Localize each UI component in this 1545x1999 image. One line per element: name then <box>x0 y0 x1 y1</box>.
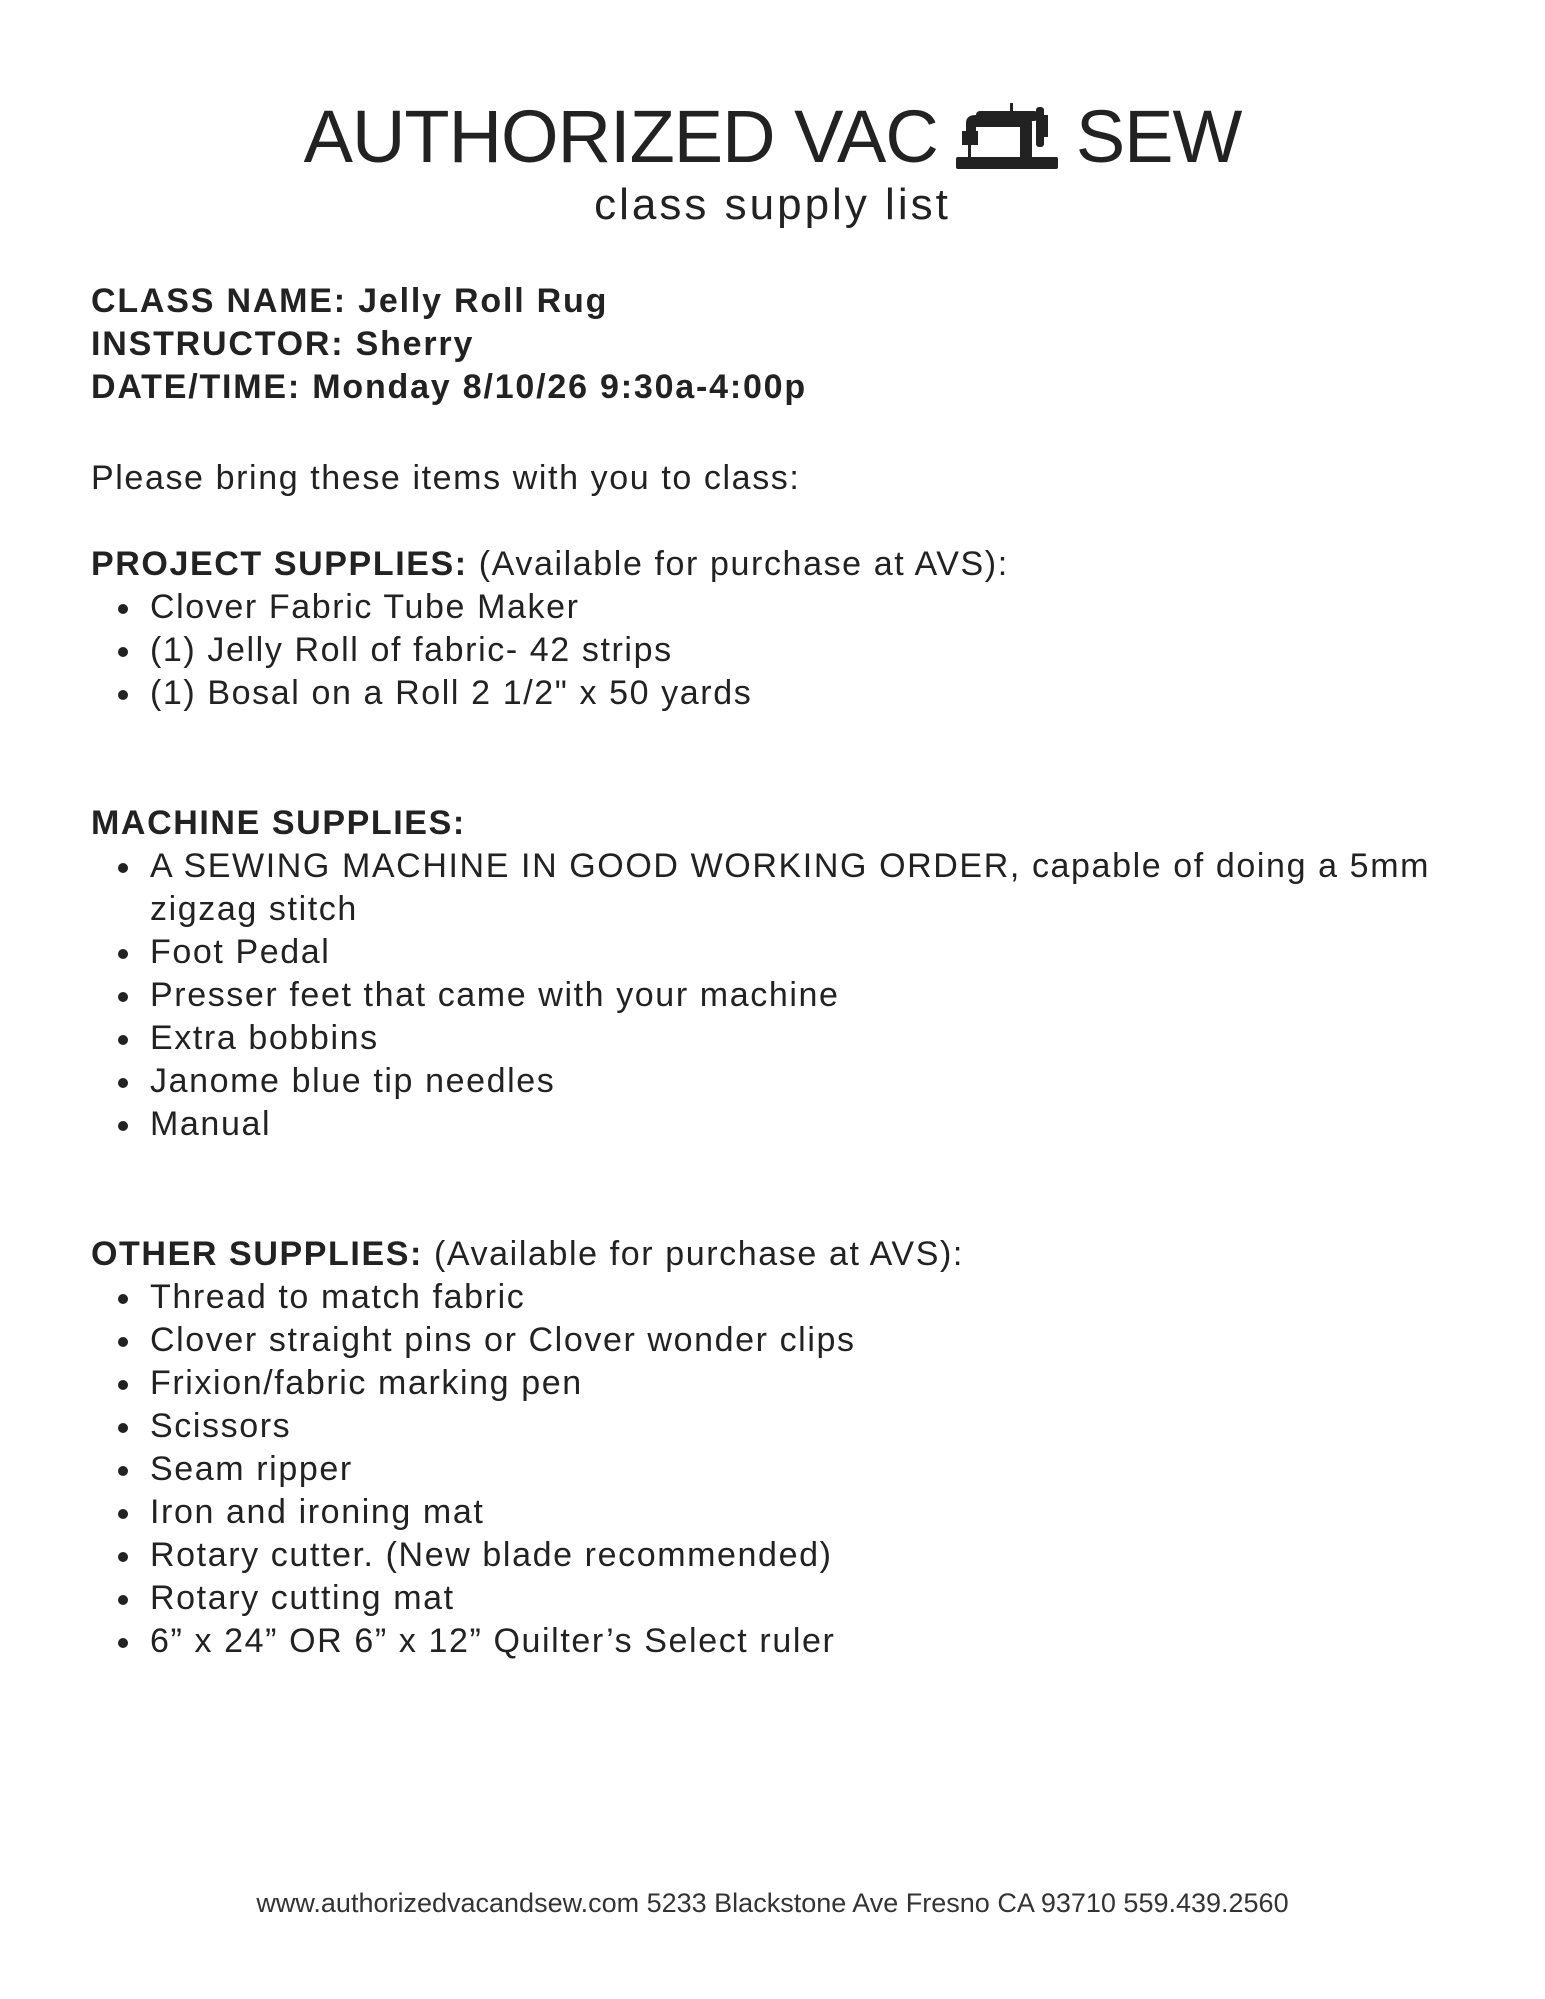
brand-logo <box>303 95 1242 178</box>
list-item: A SEWING MACHINE IN GOOD WORKING ORDER, capable of doing a 5mm zigzag stitch <box>91 845 1471 931</box>
document-header <box>0 95 1545 230</box>
list-item: Iron and ironing mat <box>91 1491 1471 1534</box>
machine-supplies-list <box>91 845 1471 1146</box>
brand-name-left: AUTHORIZED VAC <box>303 95 938 178</box>
list-item: Clover straight pins or Clover wonder clips <box>91 1319 1471 1362</box>
list-item: Manual <box>91 1103 1471 1146</box>
project-supplies-heading <box>91 543 1471 586</box>
machine-supplies-heading <box>91 802 1471 845</box>
date-time: DATE/TIME: Monday 8/10/26 9:30a-4:00p <box>91 368 807 406</box>
document-body <box>91 280 1471 1663</box>
list-item: Extra bobbins <box>91 1017 1471 1060</box>
list-item: Janome blue tip needles <box>91 1060 1471 1103</box>
footer-contact: www.authorizedvacandsew.com 5233 Blackstone Ave Fresno CA 93710 559.439.2560 <box>256 1888 1289 1918</box>
intro-text: Please bring these items with you to class: <box>91 459 801 497</box>
list-item: Presser feet that came with your machine <box>91 974 1471 1017</box>
project-supplies-list <box>91 586 1471 715</box>
machine-supplies-label: MACHINE SUPPLIES: <box>91 804 466 842</box>
list-item: Rotary cutter. (New blade recommended) <box>91 1534 1471 1577</box>
list-item: Clover Fabric Tube Maker <box>91 586 1471 629</box>
project-supplies-label: PROJECT SUPPLIES: <box>91 545 468 583</box>
other-supplies-list <box>91 1276 1471 1663</box>
document-subtitle: class supply list <box>594 180 951 229</box>
brand-name-right: SEW <box>1075 95 1242 178</box>
class-name: CLASS NAME: Jelly Roll Rug <box>91 282 609 320</box>
other-supplies-note: (Available for purchase at AVS): <box>422 1235 964 1273</box>
list-item: Foot Pedal <box>91 931 1471 974</box>
instructor: INSTRUCTOR: Sherry <box>91 325 475 363</box>
list-item: (1) Bosal on a Roll 2 1/2" x 50 yards <box>91 672 1471 715</box>
list-item: Scissors <box>91 1405 1471 1448</box>
list-item: Rotary cutting mat <box>91 1577 1471 1620</box>
list-item: (1) Jelly Roll of fabric- 42 strips <box>91 629 1471 672</box>
list-item: Thread to match fabric <box>91 1276 1471 1319</box>
list-item: Frixion/fabric marking pen <box>91 1362 1471 1405</box>
other-supplies-label: OTHER SUPPLIES: <box>91 1235 423 1273</box>
list-item: Seam ripper <box>91 1448 1471 1491</box>
other-supplies-heading <box>91 1233 1471 1276</box>
project-supplies-note: (Available for purchase at AVS): <box>467 545 1009 583</box>
sewing-machine-icon <box>954 101 1060 173</box>
list-item: 6” x 24” OR 6” x 12” Quilter’s Select ruler <box>91 1620 1471 1663</box>
